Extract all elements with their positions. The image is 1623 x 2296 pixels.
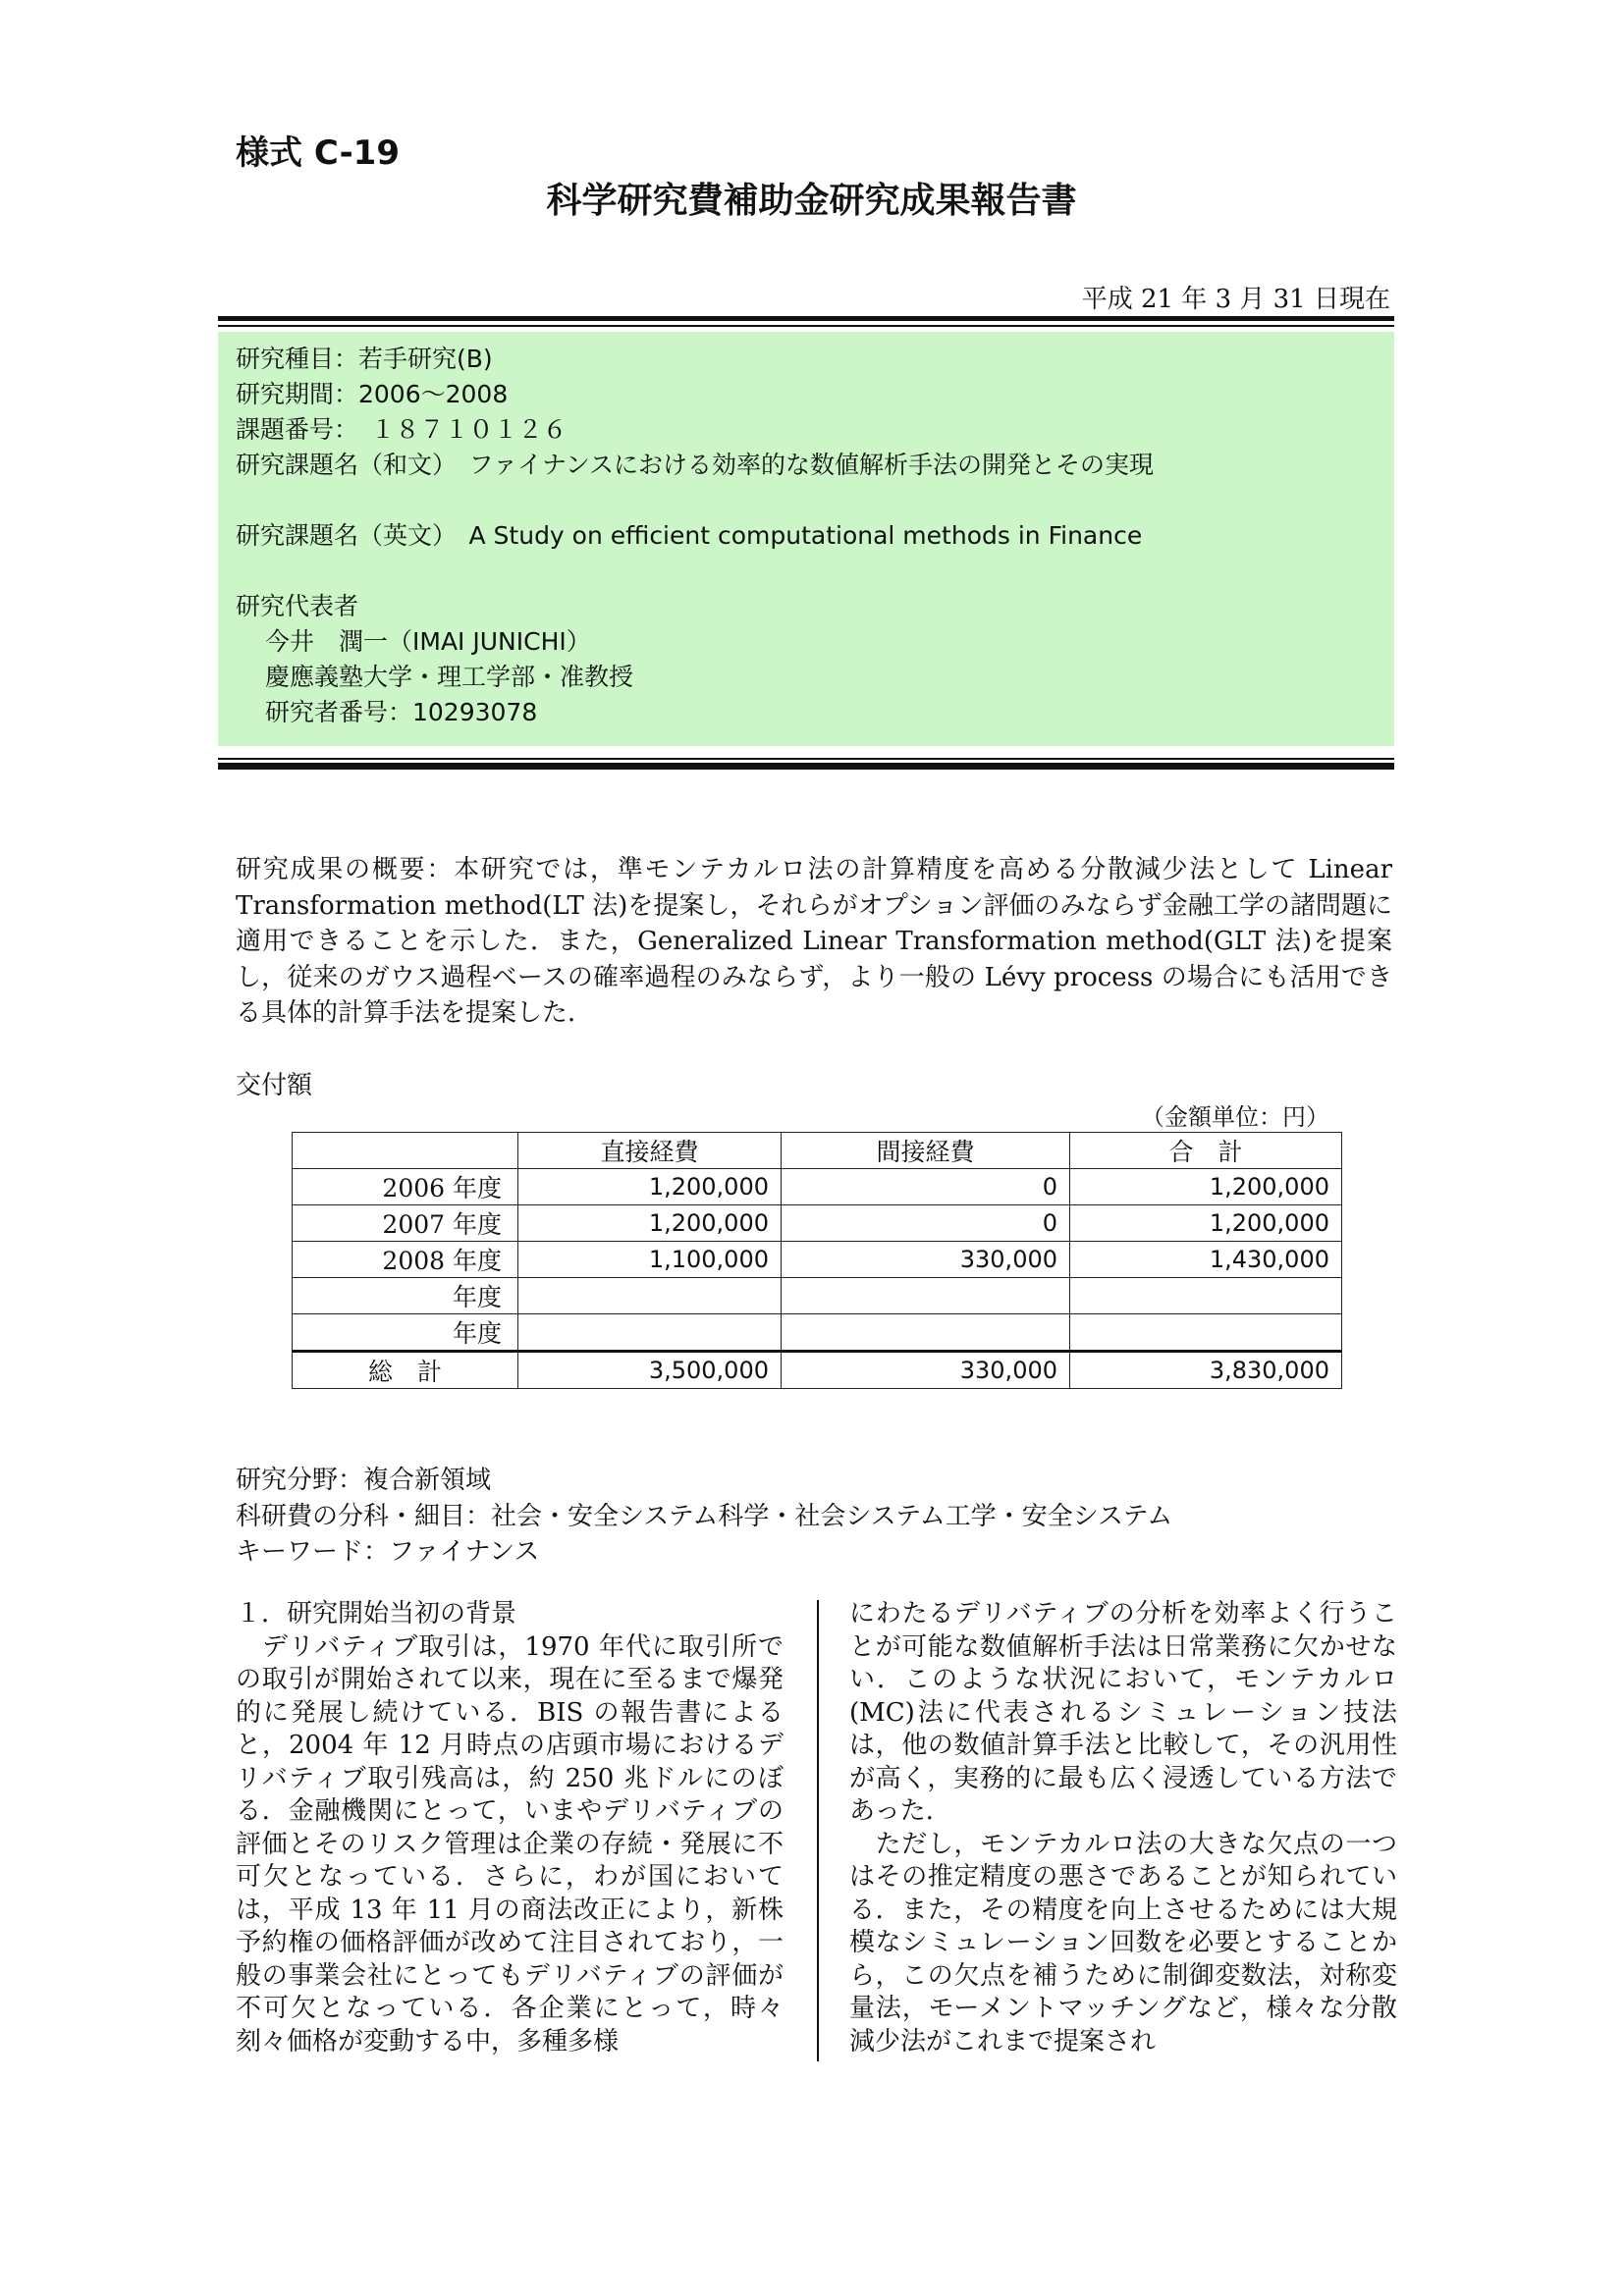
project-number: 課題番号： １８７１０１２６ bbox=[236, 415, 568, 444]
column-header bbox=[293, 1133, 518, 1169]
representative-affiliation: 慶應義塾大学・理工学部・准教授 bbox=[265, 663, 634, 691]
column-header: 直接経費 bbox=[518, 1133, 782, 1169]
results-summary: 研究成果の概要：本研究では，準モンテカルロ法の計算精度を高める分散減少法として Linear Transformation method(LT 法)を提案し，それらがオプション評価のみならず金融工学の諸問題に適用できることを示した．また，Generalized Linear Transformation method(GLT 法)を提案し，従来のガウス過程ベースの確率過程のみならず，より一般の Lévy process の場合にも活用できる具体的計算手法を提案した． bbox=[236, 855, 1392, 1028]
indirect-cost-cell bbox=[782, 1314, 1070, 1352]
project-title-en: 研究課題名（英文） A Study on efficient computational methods in Finance bbox=[236, 521, 1143, 550]
research-field-block bbox=[236, 1463, 1172, 1571]
total-label-cell: 総 計 bbox=[293, 1352, 518, 1389]
indirect-cost-cell: 330,000 bbox=[782, 1242, 1070, 1278]
research-subject: 科研費の分科・細目：社会・安全システム科学・社会システム工学・安全システム bbox=[236, 1501, 1173, 1531]
indirect-cost-cell: 330,000 bbox=[782, 1352, 1070, 1389]
total-cell bbox=[1070, 1278, 1342, 1314]
grant-label: 交付額 bbox=[236, 1071, 313, 1100]
research-category: 研究種目：若手研究(B) bbox=[236, 345, 493, 373]
representative-label: 研究代表者 bbox=[236, 592, 359, 620]
indirect-cost-cell: 0 bbox=[782, 1169, 1070, 1205]
table-row bbox=[293, 1278, 1342, 1314]
year-cell: 年度 bbox=[293, 1278, 518, 1314]
column-header: 間接経費 bbox=[782, 1133, 1070, 1169]
direct-cost-cell: 1,100,000 bbox=[518, 1242, 782, 1278]
year-cell: 2008 年度 bbox=[293, 1242, 518, 1278]
form-number: 様式 C-19 bbox=[236, 133, 400, 173]
keywords: キーワード：ファイナンス bbox=[236, 1537, 540, 1567]
section-heading: １．研究開始当初の背景 bbox=[236, 1599, 517, 1629]
total-cell: 3,830,000 bbox=[1070, 1352, 1342, 1389]
research-info-box bbox=[218, 332, 1394, 746]
column-header: 合 計 bbox=[1070, 1133, 1342, 1169]
grant-table bbox=[292, 1132, 1342, 1389]
body-paragraph: ただし，モンテカルロ法の大きな欠点の一つはその推定精度の悪さであることが知られている．また，その精度を向上させるためには大規模なシミュレーション回数を必要とすることから，この欠点を補うために制御変数法，対称変量法，モーメントマッチングなど，様々な分散減少法がこれまで提案され bbox=[849, 1829, 1397, 2056]
table-row bbox=[293, 1314, 1342, 1352]
divider bbox=[218, 763, 1394, 770]
grant-unit: （金額単位：円） bbox=[1141, 1103, 1329, 1131]
report-date: 平成 21 年 3 月 31 日現在 bbox=[1081, 285, 1390, 314]
direct-cost-cell: 3,500,000 bbox=[518, 1352, 782, 1389]
body-paragraph: デリバティブ取引は，1970 年代に取引所での取引が開始されて以来，現在に至るまで爆発的に発展し続けている．BIS の報告書によると，2004 年 12 月時点の店頭市場におけるデリバティブ取引残高は，約 250 兆ドルにのぼる．金融機関にとって，いまやデリバティブの評価とそのリスク管理は企業の存続・発展に不可欠となっている．さらに，わが国においては，平成 13 年 11 月の商法改正により，新株予約権の価格評価が改めて注目されており，一般の事業会社にとってもデリバティブの評価が不可欠となっている．各企業にとって，時々刻々価格が変動する中，多種多様 bbox=[236, 1631, 784, 2056]
direct-cost-cell bbox=[518, 1278, 782, 1314]
table-total-row bbox=[293, 1352, 1342, 1389]
body-paragraph: にわたるデリバティブの分析を効率よく行うことが可能な数値解析手法は日常業務に欠かせない．このような状況において，モンテカルロ(MC)法に代表されるシミュレーション技法は，他の数値計算手法と比較して，その汎用性が高く，実務的に最も広く浸透している方法であった． bbox=[849, 1599, 1397, 1826]
divider bbox=[218, 325, 1394, 327]
table-row bbox=[293, 1205, 1342, 1242]
total-cell bbox=[1070, 1314, 1342, 1352]
body-column-left bbox=[236, 1598, 784, 2058]
indirect-cost-cell bbox=[782, 1278, 1070, 1314]
divider bbox=[218, 758, 1394, 760]
document-title: 科学研究費補助金研究成果報告書 bbox=[546, 181, 1077, 221]
direct-cost-cell bbox=[518, 1314, 782, 1352]
year-cell: 2006 年度 bbox=[293, 1169, 518, 1205]
research-period: 研究期間：2006～2008 bbox=[236, 380, 509, 408]
column-divider bbox=[817, 1600, 819, 2061]
indirect-cost-cell: 0 bbox=[782, 1205, 1070, 1242]
researcher-number: 研究者番号：10293078 bbox=[265, 698, 538, 726]
direct-cost-cell: 1,200,000 bbox=[518, 1169, 782, 1205]
year-cell: 年度 bbox=[293, 1314, 518, 1352]
table-row bbox=[293, 1169, 1342, 1205]
total-cell: 1,430,000 bbox=[1070, 1242, 1342, 1278]
total-cell: 1,200,000 bbox=[1070, 1205, 1342, 1242]
total-cell: 1,200,000 bbox=[1070, 1169, 1342, 1205]
divider bbox=[218, 316, 1394, 321]
direct-cost-cell: 1,200,000 bbox=[518, 1205, 782, 1242]
table-header-row bbox=[293, 1133, 1342, 1169]
table-row bbox=[293, 1242, 1342, 1278]
year-cell: 2007 年度 bbox=[293, 1205, 518, 1242]
body-column-right bbox=[849, 1598, 1397, 2058]
research-field: 研究分野：複合新領域 bbox=[236, 1466, 492, 1495]
project-title-ja: 研究課題名（和文） ファイナンスにおける効率的な数値解析手法の開発とその実現 bbox=[236, 451, 1155, 479]
representative-name: 今井 潤一（IMAI JUNICHI） bbox=[265, 627, 591, 656]
